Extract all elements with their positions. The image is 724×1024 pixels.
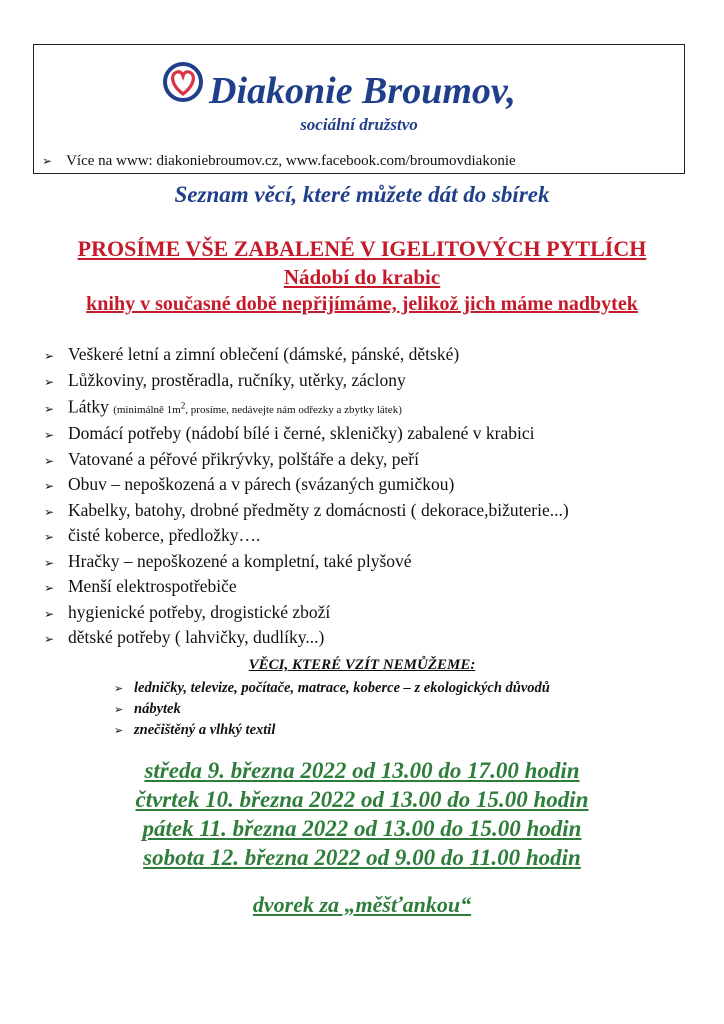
list-item: ➢ Kabelky, batohy, drobné předměty z domácnosti ( dekorace,bižuterie...) [44,499,569,525]
notice-books: knihy v současné době nepřijímáme, jelikož jich máme nadbytek [86,293,638,315]
date-line: čtvrtek 10. března 2022 od 13.00 do 15.00 hodin [135,787,589,812]
list-item: ➢ Hračky – nepoškozené a kompletní, také plyšové [44,550,569,576]
bullet-arrow-icon: ➢ [44,606,55,621]
diakonie-heart-logo-icon [161,59,209,105]
list-item: ➢ ledničky, televize, počítače, matrace, koberce – z ekologických důvodů [114,678,550,699]
list-item: ➢ čisté koberce, předložky…. [44,524,569,550]
list-item: ➢ Látky (minimálně $1m^2$, prosíme, nedávejte nám odřezky a zbytky látek) [44,394,569,422]
list-item: ➢ Obuv – nepoškozená a v párech (svázaných gumičkou) [44,473,569,499]
list-item: ➢ dětské potřeby ( lahvičky, dudlíky...) [44,626,569,652]
list-item: ➢ Menší elektrospotřebiče [44,575,569,601]
notice-bags: PROSÍME VŠE ZABALENÉ V IGELITOVÝCH PYTLÍCH [77,236,647,261]
bullet-arrow-icon: ➢ [44,504,55,519]
date-line: pátek 11. března 2022 od 13.00 do 15.00 hodin [142,816,582,841]
collection-dates [0,756,724,872]
header-box [33,44,685,174]
list-item: ➢ nábytek [114,699,550,720]
bullet-arrow-icon: ➢ [114,724,124,737]
notice-dishes: Nádobí do krabic [283,265,441,289]
list-item: ➢ hygienické potřeby, drogistické zboží [44,601,569,627]
bullet-arrow-icon: ➢ [44,581,55,596]
list-item: ➢ znečištěný a vlhký textil [114,720,550,741]
item-note: (minimálně $1m^2$, prosíme, nedávejte nám odřezky a zbytky látek) [113,400,402,416]
document-title: Seznam věcí, které můžete dát do sbírek [174,182,550,207]
bullet-arrow-icon: ➢ [44,453,55,468]
bullet-arrow-icon: ➢ [44,555,55,570]
web-line [42,153,516,170]
list-item: ➢ Lůžkoviny, prostěradla, ručníky, utěrky, záclony [44,369,569,395]
rejected-items-list [114,678,550,741]
list-item: ➢ Vatované a péřové přikrývky, polštáře a deky, peří [44,448,569,474]
bullet-arrow-icon: ➢ [44,349,55,363]
org-name: Diakonie Broumov, [209,70,516,112]
bullet-arrow-icon: ➢ [114,682,124,695]
bullet-arrow-icon: ➢ [44,479,55,494]
list-item: ➢ Veškeré letní a zimní oblečení (dámské, pánské, dětské) [44,343,569,369]
bullet-arrow-icon: ➢ [44,530,55,545]
bullet-arrow-icon: ➢ [44,374,55,389]
list-item: ➢ Domácí potřeby (nádobí bílé i černé, skleničky) zabalené v krabici [44,422,569,448]
bullet-arrow-icon: ➢ [42,154,53,168]
bullet-arrow-icon: ➢ [44,428,55,443]
accepted-items-list [44,343,569,652]
date-line: sobota 12. března 2022 od 9.00 do 11.00 hodin [143,845,581,870]
bullet-arrow-icon: ➢ [44,632,55,647]
org-subtitle: sociální družstvo [300,115,418,134]
bullet-arrow-icon: ➢ [44,401,55,416]
web-line-text: Více na www: diakoniebroumov.cz, www.facebook.com/broumovdiakonie [66,153,516,169]
rejected-items-title: VĚCI, KTERÉ VZÍT NEMŮŽEME: [248,657,476,673]
bullet-arrow-icon: ➢ [114,703,124,716]
collection-place: dvorek za „měšťankou“ [252,892,472,917]
date-line: středa 9. března 2022 od 13.00 do 17.00 hodin [144,758,580,783]
